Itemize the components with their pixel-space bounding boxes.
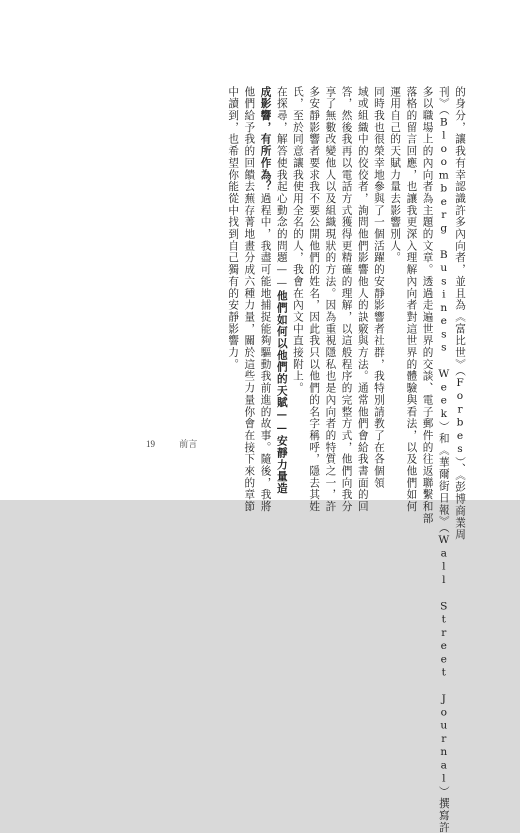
page-number: 19 <box>146 439 155 449</box>
text-column <box>338 86 354 513</box>
running-head: 前言 <box>179 439 198 449</box>
text-segment: 他們給予我的回饋去蕪存菁地畫分成六種力量，關於這些力量你會在接下來的章節 <box>243 86 256 513</box>
text-segment: 過程中，我盡可能地捕捉能夠驅動我前進的故事。隨後，我將 <box>259 192 272 513</box>
text-segment: 中讀到，也希望你能從中找到自己獨有的安靜影響力。 <box>227 86 240 371</box>
body-text <box>225 86 468 833</box>
text-column <box>355 86 371 513</box>
text-column <box>290 86 306 396</box>
text-segment: ）和《華爾街日報》（ <box>437 421 450 535</box>
text-column <box>452 86 468 541</box>
text-segment: 刊》（ <box>437 86 450 117</box>
text-segment: 落格的留言回應，也讓我更深入理解內向者對這世界的體驗與看法，以及他們如何 <box>405 86 418 513</box>
text-column <box>403 86 419 513</box>
text-column <box>306 86 322 513</box>
text-segment: 域或組織中的佼佼者，詢問他們影響他人的訣竅與方法。通常他們會給我書面的回 <box>356 86 369 513</box>
text-segment: Wall Street Journal <box>437 534 450 786</box>
bold-text-segment: 他們如何以他們的天賦——安靜力量造 <box>275 290 288 495</box>
text-segment: ）、《彭博商業周 <box>454 456 466 541</box>
text-segment: 的身分，讓我有幸認識許多內向者，並且為《富比世》（ <box>454 86 466 377</box>
text-column <box>241 86 257 513</box>
text-column <box>419 86 435 525</box>
page-footer <box>146 437 219 450</box>
text-segment: 運用自己的天賦力量去影響別人。 <box>389 86 402 264</box>
text-column <box>436 86 452 833</box>
text-column <box>387 86 403 396</box>
text-segment: 同時我也很榮幸地參與了一個活躍的安靜影響者社群，我特別請教了在各個領 <box>372 86 385 489</box>
text-column <box>257 86 273 513</box>
text-segment: 多安靜影響者要求我不要公開他們的姓名，因此我只以他們的名字稱呼，隱去其姓 <box>308 86 321 513</box>
text-segment: 氏，至於同意讓我使用全名的人，我會在內文中直接附上。 <box>291 86 304 395</box>
bold-text-segment: 成影響，有所作為？ <box>259 86 272 193</box>
text-column <box>274 86 290 495</box>
text-segment: Forbes <box>454 376 466 457</box>
text-segment: Bloomberg Business Week <box>437 116 450 421</box>
text-segment: 在探尋，解答使我起心動念的問題—— <box>275 86 288 291</box>
text-segment: 享了無數改變他人以及組織現狀的方法。因為重視隱私也是內向者的特質之一，許 <box>324 86 337 513</box>
text-segment: ）撰寫許 <box>437 785 450 833</box>
text-segment: 多以職場上的內向者為主題的文章。透過走遍世界的交談、電子郵件的往返聯繫和部 <box>421 86 434 525</box>
text-column <box>371 86 387 489</box>
text-column <box>225 86 241 396</box>
text-segment: 答，然後我再以電話方式獲得更精確的理解，以這般程序的完整方式，他們向我分 <box>340 86 353 513</box>
text-column <box>322 86 338 513</box>
